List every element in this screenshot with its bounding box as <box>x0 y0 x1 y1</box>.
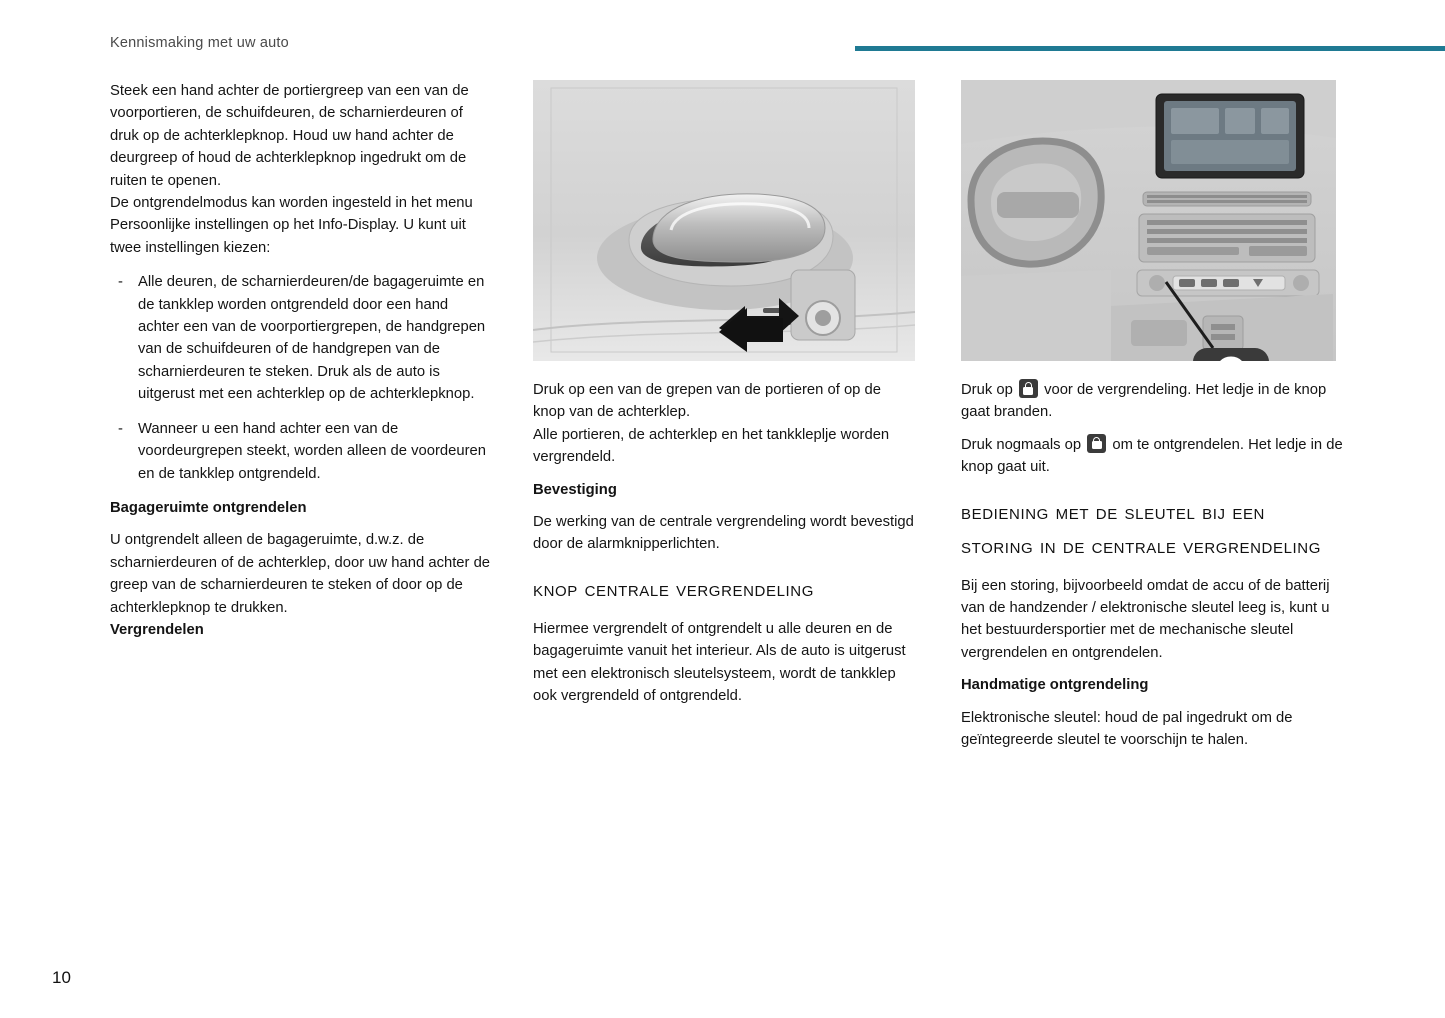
col2-para-1: Druk op een van de grepen van de portieren of op de knop van de achterklep. <box>533 382 881 421</box>
list-item-text: Alle deuren, de scharnierdeuren/de bagageruimte en de tankklep worden ontgrendeld door een hand achter een van de voorportiergrepen, de handgrepen van de schuifdeuren of de handgrepen van de scharnierdeuren te steken. Druk als de auto is uitgerust met een achterklep op de achterklepknop. <box>138 274 486 403</box>
list-item <box>110 418 492 485</box>
lock-icon <box>1087 434 1106 453</box>
page-number: 10 <box>52 968 71 987</box>
dashboard-central-locking-illustration <box>961 80 1336 361</box>
dash-marker: - <box>118 274 123 291</box>
col3-section-title: bediening met de sleutel bij een storing in de centrale vergrendeling <box>961 498 1321 558</box>
col3-para-3: Bij een storing, bijvoorbeeld omdat de accu of de batterij van de handzender / elektronische sleutel leeg is, kunt u het bestuurdersportier met de mechanische sleutel vergrendelen en ontgrendelen. <box>961 577 1330 661</box>
col2-section-title: knop centrale vergrendeling <box>533 575 814 601</box>
col1-heading-bagageruimte: Bagageruimte ontgrendelen <box>110 499 307 516</box>
column-left <box>110 80 492 641</box>
col3-para-4: Elektronische sleutel: houd de pal ingedrukt om de geïntegreerde sleutel te voorschijn te halen. <box>961 709 1293 749</box>
col2-para-2: Alle portieren, de achterklep en het tankkleplje worden vergrendeld. <box>533 426 890 466</box>
col1-para-2: De ontgrendelmodus kan worden ingesteld in het menu Persoonlijke instellingen op het Info-Display. U kunt uit twee instellingen kiezen: <box>110 195 473 256</box>
col3-heading-handmatige-ontgrendeling: Handmatige ontgrendeling <box>961 677 1149 694</box>
page-header-title: Kennismaking met uw auto <box>110 35 289 51</box>
col1-bullet-list <box>110 271 492 485</box>
lock-icon <box>1019 379 1038 398</box>
col2-para-4: Hiermee vergrendelt of ontgrendelt u alle deuren en de bagageruimte vanuit het interieur. Als de auto is uitgerust met een elektronisch sleutelsysteem, wordt de tankklep ook vergrendeld of ontgrendeld. <box>533 620 906 705</box>
list-item <box>110 271 492 405</box>
col3-para-2-after: om te ontgrendelen. Het ledje in de knop gaat uit. <box>961 436 1343 476</box>
col3-para-2 <box>961 434 1343 479</box>
door-handle-illustration <box>533 80 915 361</box>
col3-para-1-before: Druk op <box>961 382 1013 398</box>
col1-para-3: U ontgrendelt alleen de bagageruimte, d.w.z. de scharnierdeuren of de achterklep, door uw hand achter de greep van de scharnierdeuren te steken of door op de achterklepknop te drukken. <box>110 532 491 616</box>
dash-marker: - <box>118 420 123 437</box>
col1-para-1: Steek een hand achter de portiergreep van een van de voorportieren, de schuifdeuren, de scharnierdeuren of druk op de achterklepknop. Houd uw hand achter de deurgreep of houd de achterklepknop ingedrukt om de ruiten te openen. <box>110 83 469 189</box>
column-middle <box>533 80 915 707</box>
header-rule <box>855 46 1445 51</box>
col3-para-2-before: Druk nogmaals op <box>961 436 1082 453</box>
col2-para-3: De werking van de centrale vergrendeling wordt bevestigd door de alarmknipperlichten. <box>533 514 914 553</box>
col2-heading-bevestiging: Bevestiging <box>533 481 617 498</box>
col1-heading-vergrendelen: Vergrendelen <box>110 621 204 638</box>
column-right <box>961 80 1343 751</box>
list-item-text: Wanneer u een hand achter een van de voordeurgrepen steekt, worden alleen de voordeuren en de tankklep ontgrendeld. <box>138 420 486 482</box>
col3-para-1-after: voor de vergrendeling. Het ledje in de knop gaat branden. <box>961 382 1327 421</box>
col3-para-1 <box>961 379 1343 424</box>
